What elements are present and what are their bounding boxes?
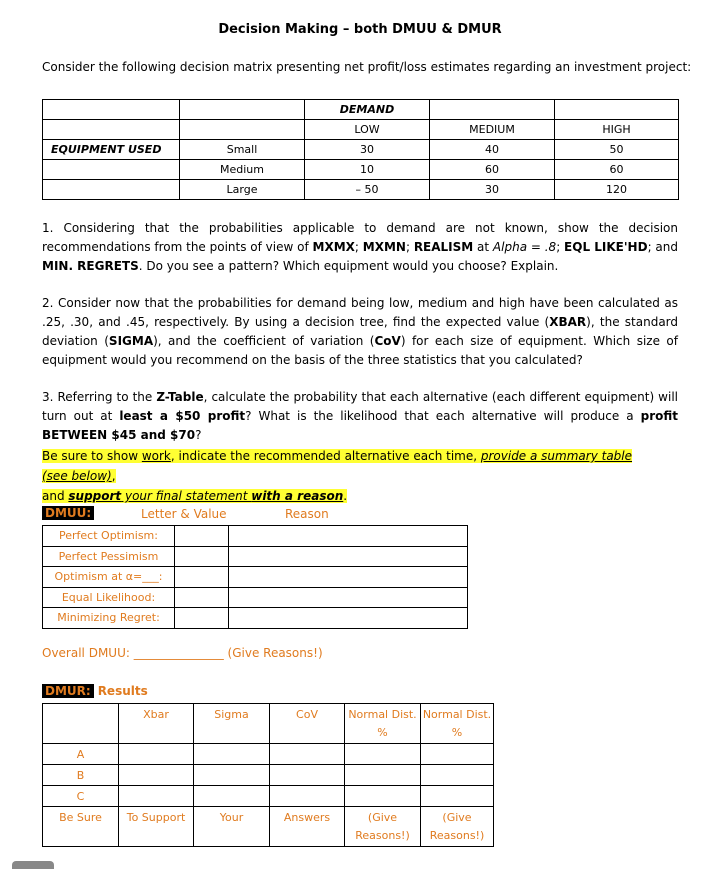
hl-support: support	[68, 489, 122, 503]
matrix-cell-empty	[555, 100, 679, 120]
dmur-cell[interactable]	[270, 786, 345, 807]
matrix-value: 10	[305, 160, 430, 180]
question-3	[42, 388, 678, 445]
q2-term: CoV	[374, 334, 401, 348]
scrollbar-thumb[interactable]	[12, 861, 54, 869]
hl-text: .	[343, 489, 348, 503]
dmuu-row-label: Equal Likelihood:	[43, 587, 175, 608]
q1-text: ;	[556, 240, 565, 254]
matrix-value: – 50	[305, 180, 430, 200]
dmur-header: Sigma	[194, 704, 270, 744]
demand-header: DEMAND	[305, 100, 430, 120]
dmur-footer: (Give Reasons!)	[421, 807, 494, 847]
dmur-label: DMUR:	[42, 684, 94, 698]
matrix-cell-empty	[43, 160, 180, 180]
hl-work: work	[141, 449, 171, 463]
dmuu-cell[interactable]	[175, 608, 229, 629]
question-2	[42, 294, 678, 370]
dmuu-cell[interactable]	[175, 526, 229, 547]
q3-text: ?	[195, 428, 202, 442]
hl-reason: with a reason	[251, 489, 344, 503]
q1-text: . Do you see a pattern? Which equipment would you choose? Explain.	[138, 259, 559, 273]
dmur-cell[interactable]	[345, 786, 421, 807]
dmur-cell[interactable]	[421, 786, 494, 807]
q1-text: ;	[354, 240, 363, 254]
dmuu-cell[interactable]	[229, 608, 468, 629]
matrix-value: 30	[305, 140, 430, 160]
hl-summary: provide a summary table (see below)	[42, 449, 633, 483]
equipment-used-label: EQUIPMENT USED	[43, 140, 180, 160]
dmur-cell[interactable]	[194, 786, 270, 807]
dmuu-col-reason: Reason	[285, 507, 329, 521]
matrix-value: 60	[430, 160, 555, 180]
dmuu-cell[interactable]	[175, 587, 229, 608]
dmur-cell[interactable]	[194, 765, 270, 786]
dmur-cell[interactable]	[270, 744, 345, 765]
q1-term: MXMX	[312, 240, 355, 254]
q1-text: ; and	[647, 240, 678, 254]
q1-text: ;	[405, 240, 414, 254]
dmur-heading	[42, 684, 148, 698]
matrix-value: 50	[555, 140, 679, 160]
matrix-value: 120	[555, 180, 679, 200]
dmuu-col-letter: Letter & Value	[141, 507, 227, 521]
q3-term: profit BETWEEN $45 and $70	[42, 409, 678, 442]
dmur-cell[interactable]	[119, 765, 194, 786]
page-title: Decision Making – both DMUU & DMUR	[218, 22, 502, 37]
question-1	[42, 219, 678, 276]
dmur-row-label: C	[43, 786, 119, 807]
dmur-cell[interactable]	[119, 744, 194, 765]
instructions-highlight	[42, 446, 650, 506]
q2-text: ), and the coefficient of variation (	[153, 334, 375, 348]
decision-matrix	[42, 99, 679, 200]
dmuu-cell[interactable]	[229, 587, 468, 608]
dmur-table	[42, 703, 494, 847]
q1-term: MIN. REGRETS	[42, 259, 139, 273]
dmur-footer: Your	[194, 807, 270, 847]
dmur-footer: Answers	[270, 807, 345, 847]
dmur-footer: Be Sure	[43, 807, 119, 847]
q3-text: ? What is the likelihood that each alternative will produce a	[245, 409, 641, 423]
hl-text: ,	[111, 469, 116, 483]
demand-level: HIGH	[555, 120, 679, 140]
dmur-header: Normal Dist. %	[345, 704, 421, 744]
matrix-cell-empty	[180, 100, 305, 120]
q3-text: , calculate the probability that each alternative (each different equipment) will turn out at	[42, 390, 678, 423]
dmur-cell[interactable]	[345, 744, 421, 765]
dmuu-cell[interactable]	[229, 546, 468, 567]
dmur-header: CoV	[270, 704, 345, 744]
dmur-cell[interactable]	[345, 765, 421, 786]
hl-text: your final statement	[121, 489, 252, 503]
q3-text: 3. Referring to the	[42, 390, 157, 404]
dmur-header: Xbar	[119, 704, 194, 744]
q1-term: EQL LIKE'HD	[564, 240, 648, 254]
dmur-footer: To Support	[119, 807, 194, 847]
matrix-value: 30	[430, 180, 555, 200]
dmuu-label: DMUU:	[42, 506, 94, 520]
demand-level: MEDIUM	[430, 120, 555, 140]
dmuu-cell[interactable]	[229, 526, 468, 547]
dmur-row-label: B	[43, 765, 119, 786]
dmuu-cell[interactable]	[175, 567, 229, 588]
matrix-cell-empty	[43, 180, 180, 200]
dmur-results: Results	[97, 684, 148, 698]
dmur-footer: (Give Reasons!)	[345, 807, 421, 847]
demand-level: LOW	[305, 120, 430, 140]
dmur-cell[interactable]	[421, 744, 494, 765]
matrix-cell-empty	[43, 120, 180, 140]
q2-text: 2. Consider now that the probabilities for demand being low, medium and high have been calculated as .25, .30, and .45, respectively. By using a decision tree, find the expected value (	[42, 296, 678, 329]
hl-text: Be sure to show	[42, 449, 142, 463]
dmuu-row-label: Perfect Pessimism	[43, 546, 175, 567]
dmur-cell[interactable]	[194, 744, 270, 765]
matrix-cell-empty	[430, 100, 555, 120]
q2-term: SIGMA	[108, 334, 154, 348]
dmur-header	[43, 704, 119, 744]
dmur-row-label: A	[43, 744, 119, 765]
q3-term: Z-Table	[156, 390, 204, 404]
hl-text: and	[42, 489, 69, 503]
q2-text: ), the standard deviation (	[42, 315, 679, 348]
q1-alpha: Alpha = .8	[492, 240, 557, 254]
matrix-cell-empty	[180, 120, 305, 140]
overall-dmuu: Overall DMUU: _______________ (Give Reasons!)	[42, 646, 323, 660]
q3-term: least a $50 profit	[119, 409, 246, 423]
dmuu-row-label: Minimizing Regret:	[43, 608, 175, 629]
q2-text: ) for each size of equipment. Which size of equipment would you recommend on the basis of the three statistics that you calculated?	[42, 334, 678, 367]
q1-term: REALISM	[413, 240, 474, 254]
dmur-cell[interactable]	[270, 765, 345, 786]
dmuu-row-label: Perfect Optimism:	[43, 526, 175, 547]
matrix-value: 40	[430, 140, 555, 160]
dmur-header: Normal Dist. %	[421, 704, 494, 744]
equipment-name: Medium	[180, 160, 305, 180]
matrix-cell-empty	[43, 100, 180, 120]
q1-text: 1. Considering that the probabilities applicable to demand are not known, show the decision recommendations from the points of view of	[42, 221, 678, 254]
q1-text: at	[473, 240, 493, 254]
dmuu-cell[interactable]	[175, 546, 229, 567]
equipment-name: Large	[180, 180, 305, 200]
dmur-cell[interactable]	[421, 765, 494, 786]
dmuu-table	[42, 525, 468, 629]
equipment-name: Small	[180, 140, 305, 160]
matrix-value: 60	[555, 160, 679, 180]
dmuu-cell[interactable]	[229, 567, 468, 588]
dmuu-row-label: Optimism at α=___:	[43, 567, 175, 588]
hl-text: , indicate the recommended alternative each time,	[170, 449, 481, 463]
q1-term: MXMN	[362, 240, 406, 254]
dmur-cell[interactable]	[119, 786, 194, 807]
intro-text: Consider the following decision matrix presenting net profit/loss estimates regarding an investment project:	[42, 60, 692, 74]
q2-term: XBAR	[549, 315, 587, 329]
